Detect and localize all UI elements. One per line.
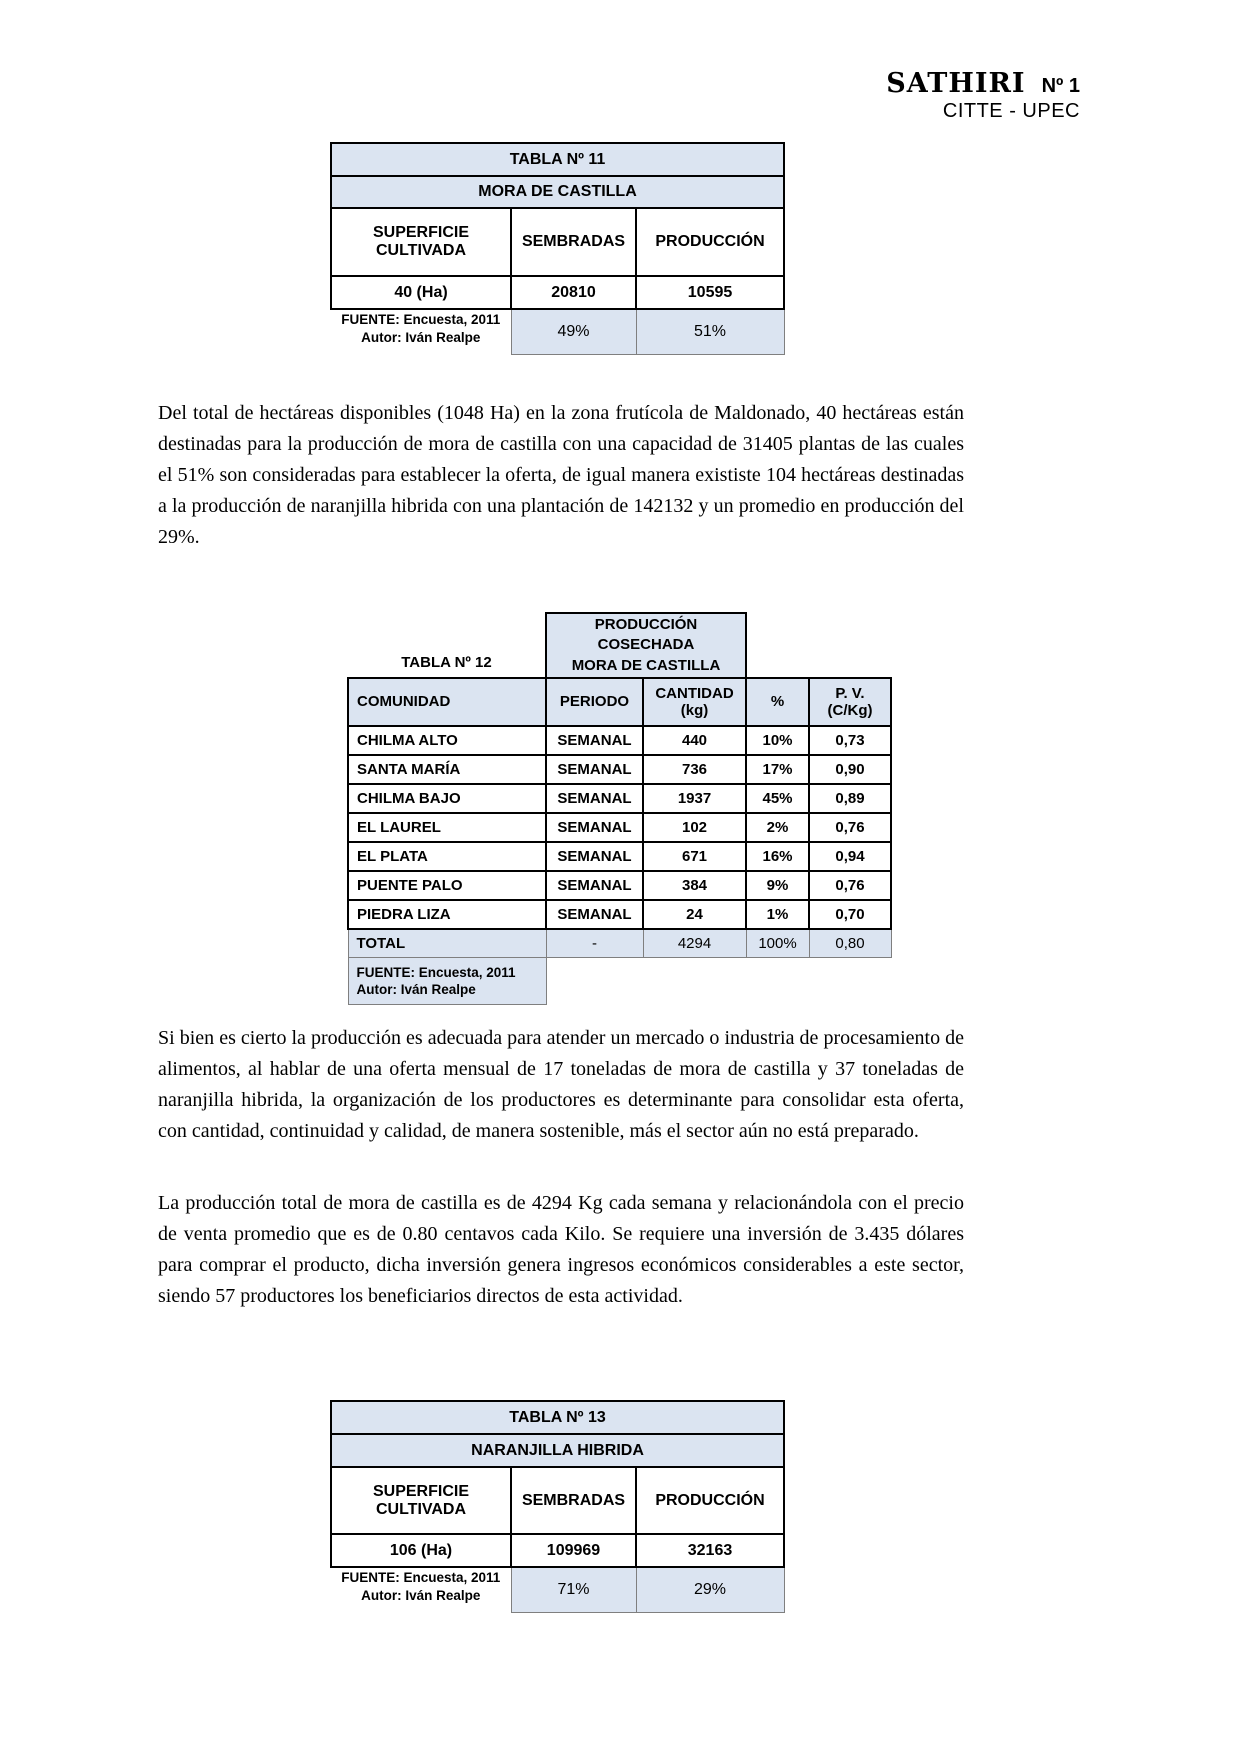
tabla12-header-periodo: PERIODO [546,678,643,726]
t12-total-pct: 100% [746,929,809,958]
journal-line [886,68,1080,99]
tabla13-source-line1: FUENTE: Encuesta, 2011 [341,1570,501,1585]
t12-pv: 0,90 [809,755,891,784]
tabla12-box-title [546,613,746,678]
tabla11-source-line2: Autor: Iván Realpe [361,329,481,345]
t12-pv: 0,76 [809,871,891,900]
t12-periodo: SEMANAL [546,784,643,813]
t12-periodo: SEMANAL [546,755,643,784]
t12-pv: 0,73 [809,726,891,755]
tabla12-header-comunidad: COMUNIDAD [348,678,546,726]
tabla11-source [331,309,511,354]
t12-cantidad: 102 [643,813,746,842]
tabla13-header-superficie: SUPERFICIE CULTIVADA [331,1467,511,1534]
institution-name: CITTE - UPEC [942,100,1080,123]
t12-cantidad: 440 [643,726,746,755]
tabla13-produccion-pct: 29% [636,1567,784,1612]
t12-periodo: SEMANAL [546,871,643,900]
tabla13-source [331,1567,511,1612]
tabla12-row-santa-maria [348,755,891,784]
t12-comunidad: CHILMA ALTO [348,726,546,755]
t12-periodo: SEMANAL [546,813,643,842]
t12-pct: 10% [746,726,809,755]
t12-comunidad: PIEDRA LIZA [348,900,546,929]
tabla12-source-line1: FUENTE: Encuesta, 2011 [356,964,516,980]
tabla11-sembradas-pct: 49% [511,309,636,354]
tabla11-source-line1: FUENTE: Encuesta, 2011 [341,312,501,327]
paragraph-1: Del total de hectáreas disponibles (1048 Ha) en la zona frutícola de Maldonado, 40 hectáreas están destinadas para la producción de mora de castilla con una capacidad de 31405 plantas de las cuales el 51% son consideradas para establecer la oferta, de igual manera exististe 104 hectáreas destinadas a la producción de naranjilla hibrida con una plantación de 142132 y un promedio en producción del 29%. [158,402,964,548]
t12-pv: 0,76 [809,813,891,842]
t12-cantidad: 24 [643,900,746,929]
t12-pv: 0,70 [809,900,891,929]
tabla11-produccion-value: 10595 [636,276,784,309]
tabla12-row-chilma-alto [348,726,891,755]
tabla12-header-cantidad: CANTIDAD (kg) [643,678,746,726]
tabla12-row-piedra-liza [348,900,891,929]
tabla-12 [347,612,890,1005]
t12-comunidad: EL LAUREL [348,813,546,842]
t12-periodo: SEMANAL [546,842,643,871]
t12-pct: 9% [746,871,809,900]
t12-periodo: SEMANAL [546,900,643,929]
t12-pct: 16% [746,842,809,871]
journal-title: SATHIRI [886,68,1026,99]
tabla12-row-puente-palo [348,871,891,900]
tabla12-source [348,958,546,1005]
paragraph-3: La producción total de mora de castilla es de 4294 Kg cada semana y relacionándola con el precio de venta promedio que es de 0.80 centavos cada Kilo. Se requiere una inversión de 3.435 dólares para comprar el producto, dicha inversión genera ingresos económicos considerables a este sector, siendo 57 productores los beneficiarios directos de esta actividad. [158,1192,964,1307]
tabla13-product: NARANJILLA HIBRIDA [331,1434,784,1467]
tabla12-box-line1: PRODUCCIÓN COSECHADA [594,616,698,654]
tabla13-superficie-value: 106 (Ha) [331,1534,511,1567]
tabla12-spacer-3 [546,958,643,1005]
issue-number: Nº 1 [1041,75,1080,97]
tabla13-source-line2: Autor: Iván Realpe [361,1587,481,1603]
tabla13-sembradas-value: 109969 [511,1534,636,1567]
t12-total-periodo: - [546,929,643,958]
t12-cantidad: 1937 [643,784,746,813]
t12-comunidad: EL PLATA [348,842,546,871]
tabla13-sembradas-pct: 71% [511,1567,636,1612]
tabla11-header-sembradas: SEMBRADAS [511,208,636,276]
tabla11-produccion-pct: 51% [636,309,784,354]
tabla13-header-produccion: PRODUCCIÓN [636,1467,784,1534]
t12-pct: 17% [746,755,809,784]
tabla12-row-el-plata [348,842,891,871]
t12-total-cantidad: 4294 [643,929,746,958]
t12-pct: 45% [746,784,809,813]
page-header [886,68,1080,123]
tabla12-header-pv: P. V. (C/Kg) [809,678,891,726]
tabla12-box-line2: MORA DE CASTILLA [571,656,721,674]
t12-comunidad: SANTA MARÍA [348,755,546,784]
tabla-13 [330,1400,783,1613]
tabla12-spacer-1 [746,613,809,678]
tabla12-row-chilma-bajo [348,784,891,813]
t12-comunidad: CHILMA BAJO [348,784,546,813]
tabla12-header-pct: % [746,678,809,726]
tabla11-superficie-value: 40 (Ha) [331,276,511,309]
t12-cantidad: 384 [643,871,746,900]
t12-pv: 0,89 [809,784,891,813]
tabla11-title: TABLA Nº 11 [331,143,784,176]
tabla12-label: TABLA Nº 12 [401,653,492,671]
t12-cantidad: 671 [643,842,746,871]
tabla12-spacer-5 [746,958,809,1005]
tabla12-total-row [348,929,891,958]
tabla13-header-sembradas: SEMBRADAS [511,1467,636,1534]
tabla11-product: MORA DE CASTILLA [331,176,784,208]
tabla13-produccion-value: 32163 [636,1534,784,1567]
tabla11-sembradas-value: 20810 [511,276,636,309]
paragraph-2: Si bien es cierto la producción es adecuada para atender un mercado o industria de procesamiento de alimentos, al hablar de una oferta mensual de 17 toneladas de mora de castilla y 37 toneladas de naranjilla hibrida, la organización de los productores es determinante para consolidar esta oferta, con cantidad, continuidad y calidad, de manera sostenible, más el sector aún no está preparado. [158,1027,964,1142]
t12-pct: 1% [746,900,809,929]
tabla12-spacer-6 [809,958,891,1005]
tabla11-header-superficie: SUPERFICIE CULTIVADA [331,208,511,276]
tabla12-spacer-4 [643,958,746,1005]
tabla12-source-line2: Autor: Iván Realpe [356,982,476,998]
t12-total-label: TOTAL [348,929,546,958]
t12-periodo: SEMANAL [546,726,643,755]
t12-cantidad: 736 [643,755,746,784]
tabla12-spacer-2 [809,613,891,678]
t12-total-pv: 0,80 [809,929,891,958]
tabla11-header-produccion: PRODUCCIÓN [636,208,784,276]
t12-pct: 2% [746,813,809,842]
tabla12-row-el-laurel [348,813,891,842]
tabla-11 [330,142,783,355]
t12-comunidad: PUENTE PALO [348,871,546,900]
tabla13-title: TABLA Nº 13 [331,1401,784,1434]
t12-pv: 0,94 [809,842,891,871]
